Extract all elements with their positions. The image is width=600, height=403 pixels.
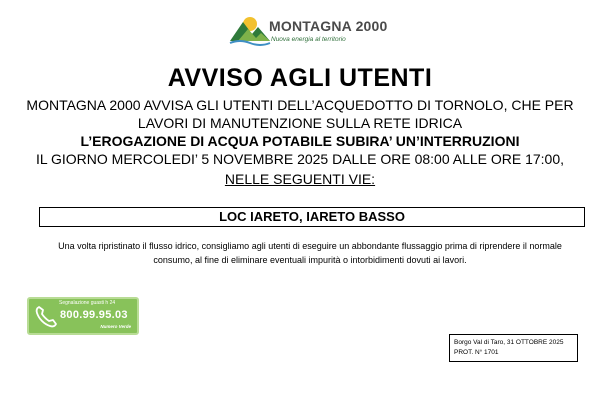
notice-line-1: MONTAGNA 2000 AVVISA GLI UTENTI DELL’ACQUEDOTTO DI TORNOLO, CHE PER [26, 97, 574, 113]
brand-logo [228, 14, 388, 50]
brand-tagline: Nuova energia al territorio [271, 36, 346, 43]
notice-title: AVVISO AGLI UTENTI [167, 64, 433, 92]
protocol-number: PROT. N° 1701 [454, 349, 499, 356]
notice-line-3: L’EROGAZIONE DI ACQUA POTABILE SUBIRA’ UN’INTERRUZIONI [80, 133, 520, 149]
date-protocol-box [449, 334, 578, 362]
phone-caption: Segnalazione guasti h 24 [59, 300, 116, 306]
phone-handset-icon [33, 304, 59, 330]
notice-line-4: IL GIORNO MERCOLEDI’ 5 NOVEMBRE 2025 DALLE ORE 08:00 ALLE ORE 17:00, [35, 151, 565, 167]
notice-line-5 [0, 171, 600, 187]
streets-box: LOC IARETO, IARETO BASSO [39, 207, 585, 227]
mountain-sun-logo-icon [228, 14, 272, 46]
place-date: Borgo Val di Taro, 31 OTTOBRE 2025 [454, 339, 564, 346]
notice-line-2: LAVORI DI MANUTENZIONE SULLA RETE IDRICA [137, 115, 463, 131]
phone-number: 800.99.95.03 [60, 309, 128, 321]
brand-name: MONTAGNA 2000 [269, 18, 388, 34]
advice-line-2: consumo, al fine di eliminare eventuali impurità o intorbidimenti dovuti ai lavori. [153, 255, 467, 265]
toll-free-label: Numero Verde [100, 324, 131, 329]
advice-line-1: Una volta ripristinato il flusso idrico, consigliamo agli utenti di eseguire un abbondante flussaggio prima di riprendere il normale [58, 241, 562, 251]
emergency-phone-card [27, 297, 139, 335]
streets-heading: NELLE SEGUENTI VIE: [224, 171, 376, 187]
